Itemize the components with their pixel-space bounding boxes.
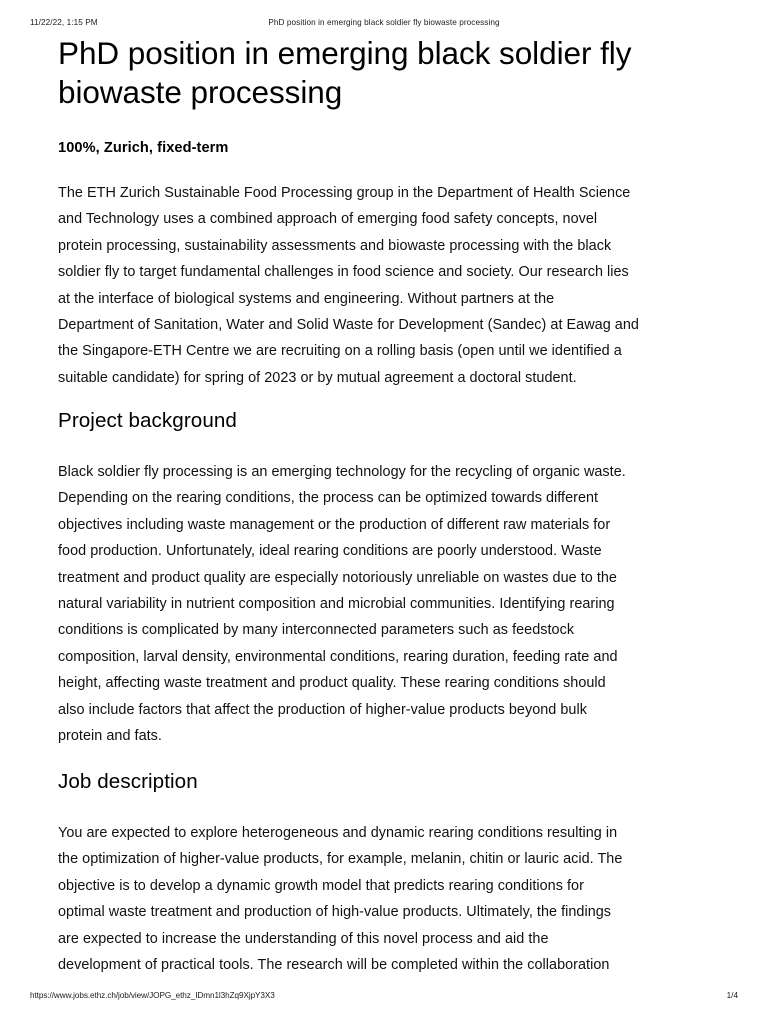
text-line: natural variability in nutrient composition and microbial communities. Identifying rearing	[58, 596, 615, 613]
text-line: You are expected to explore heterogeneous and dynamic rearing conditions resulting in	[58, 825, 618, 841]
text-line: Department of Sanitation, Water and Solid Waste for Development (Sandec) at Eawag and	[58, 317, 639, 334]
text-line: also include factors that affect the production of higher-value products beyond bulk	[58, 701, 587, 718]
section-heading-project-background: Project background	[58, 409, 237, 432]
text-line: objective is to develop a dynamic growth model that predicts rearing conditions for	[58, 877, 584, 894]
text-line: at the interface of biological systems and engineering. Without partners at the	[58, 290, 555, 307]
text-line: suitable candidate) for spring of 2023 or by mutual agreement a doctoral student.	[58, 369, 577, 386]
text-line: soldier fly to target fundamental challenges in food science and society. Our research lies	[58, 264, 629, 281]
text-line: are expected to increase the understanding of this novel process and aid the	[58, 930, 549, 947]
text-line: food production. Unfortunately, ideal rearing conditions are poorly understood. Waste	[58, 543, 602, 560]
print-footer-url: https://www.jobs.ethz.ch/job/view/JOPG_ethz_IDmn1l3hZq9XjpY3X3	[30, 991, 275, 1000]
text-line: and Technology uses a combined approach of emerging food safety concepts, novel	[58, 211, 598, 228]
text-line: protein processing, sustainability assessments and biowaste processing with the black	[58, 237, 612, 254]
text-line: development of practical tools. The research will be completed within the collaboration	[58, 957, 610, 974]
text-line: the optimization of higher-value products, for example, melanin, chitin or lauric acid. The	[58, 851, 623, 868]
section-heading-job-description: Job description	[58, 770, 198, 793]
text-line: the Singapore-ETH Centre we are recruiting on a rolling basis (open until we identified a	[58, 343, 622, 360]
print-footer-page-number: 1/4	[726, 991, 738, 1000]
print-header	[0, 15, 768, 29]
page-title: PhD position in emerging black soldier fly biowaste processing	[58, 35, 632, 110]
job-description-paragraph	[58, 820, 712, 978]
text-line: objectives including waste management or the production of different raw materials for	[58, 516, 611, 533]
text-line: conditions is complicated by many interconnected parameters such as feedstock	[58, 622, 575, 639]
print-footer	[0, 991, 768, 1005]
text-line: treatment and product quality are especially notoriously unreliable on wastes due to the	[58, 569, 617, 586]
text-line: composition, larval density, environmental conditions, rearing duration, feeding rate and	[58, 648, 618, 665]
print-header-document-title: PhD position in emerging black soldier fly biowaste processing	[268, 17, 500, 27]
print-header-date: 11/22/22, 1:15 PM	[30, 17, 98, 27]
job-tagline: 100%, Zurich, fixed-term	[58, 140, 229, 156]
text-line: protein and fats.	[58, 728, 162, 745]
intro-paragraph	[58, 180, 712, 391]
text-line: height, affecting waste treatment and product quality. These rearing conditions should	[58, 675, 606, 692]
text-line: Depending on the rearing conditions, the process can be optimized towards different	[58, 490, 599, 507]
document-content	[58, 34, 712, 974]
project-background-paragraph	[58, 459, 712, 749]
text-line: The ETH Zurich Sustainable Food Processing group in the Department of Health Science	[58, 185, 631, 201]
text-line: optimal waste treatment and production of high-value products. Ultimately, the findings	[58, 904, 612, 921]
text-line: Black soldier fly processing is an emerging technology for the recycling of organic waste.	[58, 464, 626, 480]
